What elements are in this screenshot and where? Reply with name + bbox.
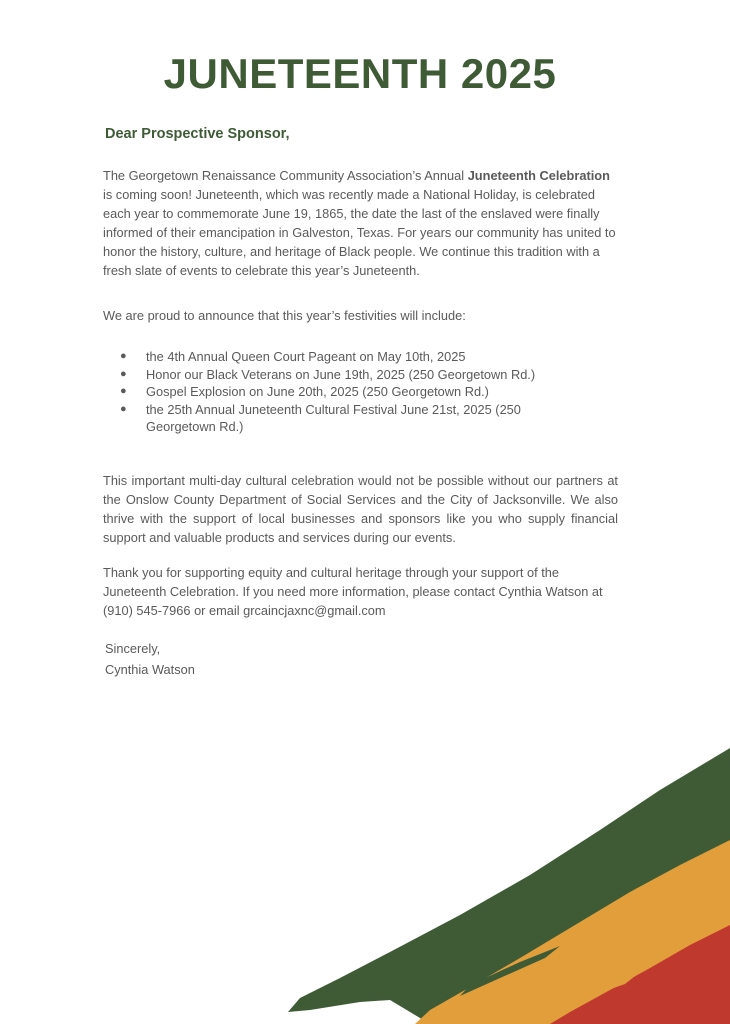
- red-brush-stripe: [550, 925, 730, 1024]
- bullet-icon: ●: [120, 402, 127, 415]
- event-text: Honor our Black Veterans on June 19th, 2025 (250 Georgetown Rd.): [146, 366, 536, 382]
- list-item: [120, 401, 550, 436]
- green-brush-streak: [460, 946, 560, 996]
- intro-text-end: is coming soon! Juneteenth, which was recently made a National Holiday, is celebrated each year to commemorate June 19, 1865, the date the last of the enslaved were finally informed of their emancipation in Galveston, Texas. For years our community has united to honor the history, culture, and heritage of Black people. We continue this tradition with a fresh slate of events to celebrate this year’s Juneteenth.: [103, 187, 616, 278]
- intro-text-start: The Georgetown Renaissance Community Association’s Annual: [103, 168, 468, 183]
- announce-paragraph: We are proud to announce that this year’s festivities will include:: [103, 308, 466, 323]
- partners-paragraph: This important multi-day cultural celebration would not be possible without our partners at the Onslow County Department of Social Services and the City of Jacksonville. We also thrive with the support of local businesses and sponsors like you who supply financial support and valuable products and services during our events.: [103, 473, 618, 545]
- thanks-paragraph: Thank you for supporting equity and cultural heritage through your support of the Juneteenth Celebration. If you need more information, please contact Cynthia Watson at (910) 545-7966 or email grcaincjaxnc@gmail.com: [103, 565, 603, 618]
- events-list: [120, 348, 550, 436]
- green-brush-stripe: [288, 748, 730, 1024]
- page-title: JUNETEENTH 2025: [163, 50, 557, 97]
- event-text: the 25th Annual Juneteenth Cultural Festival June 21st, 2025 (250 Georgetown Rd.): [146, 401, 521, 434]
- bullet-icon: ●: [120, 385, 127, 397]
- gold-brush-streak: [550, 972, 640, 1010]
- bullet-icon: ●: [120, 350, 127, 362]
- list-item: [120, 348, 550, 366]
- intro-paragraph: [103, 166, 618, 280]
- closing-text: Sincerely,: [105, 641, 161, 656]
- signature-name: Cynthia Watson: [105, 662, 195, 677]
- list-item: [120, 383, 550, 401]
- closing-block: [105, 638, 195, 680]
- list-item: [120, 366, 550, 384]
- salutation: Dear Prospective Sponsor,: [105, 126, 290, 142]
- event-text: Gospel Explosion on June 20th, 2025 (250 Georgetown Rd.): [146, 384, 489, 399]
- bullet-icon: ●: [120, 367, 127, 380]
- gold-brush-stripe: [415, 840, 730, 1024]
- juneteenth-celebration-emphasis: Juneteenth Celebration: [467, 168, 610, 183]
- event-text: the 4th Annual Queen Court Pageant on May 10th, 2025: [146, 349, 466, 364]
